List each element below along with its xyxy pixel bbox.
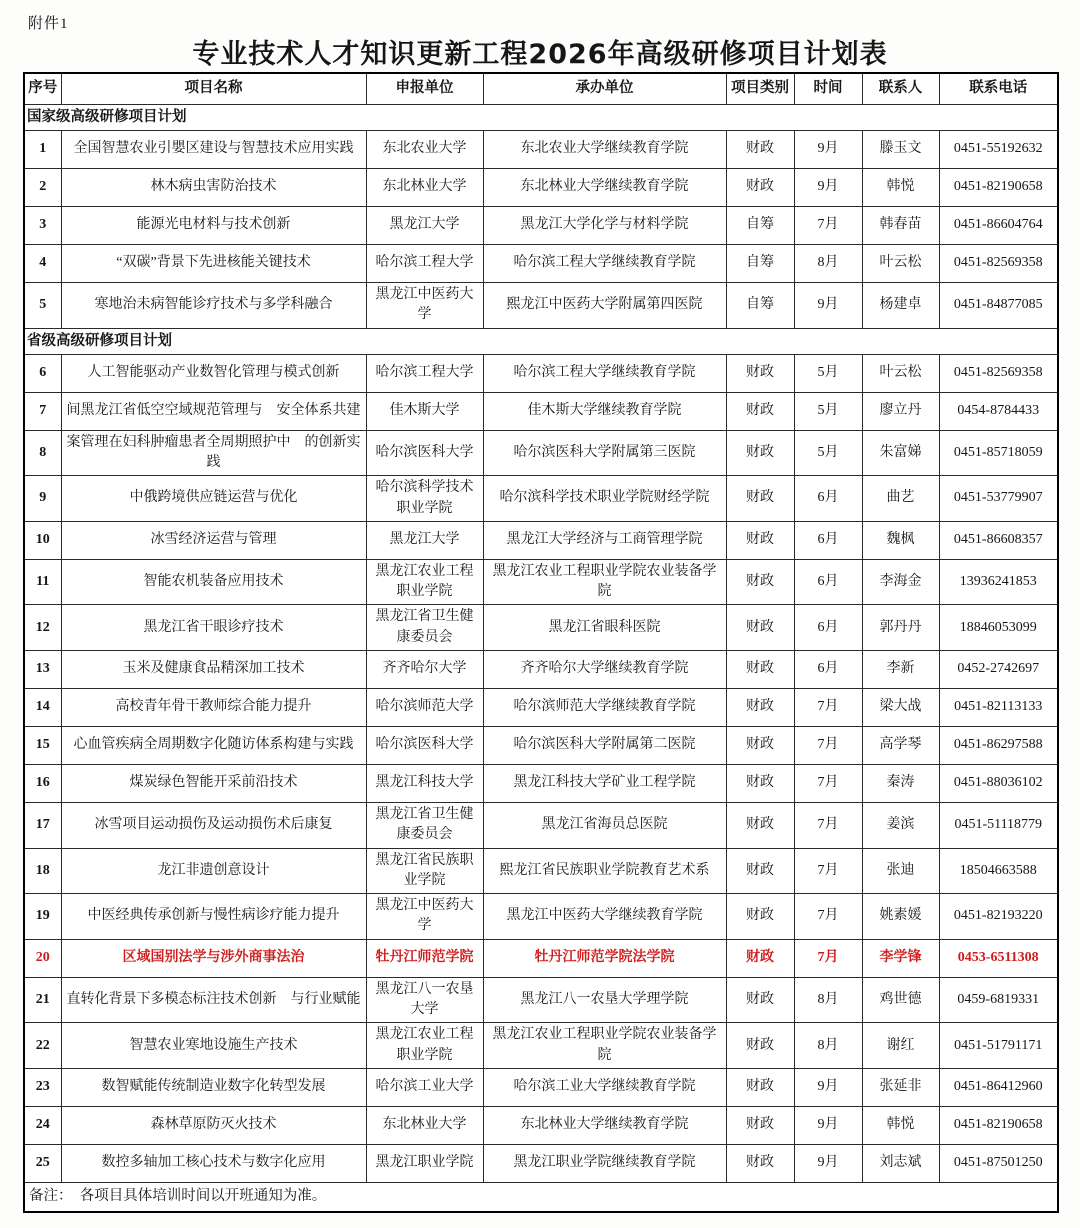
- cell-project-name: 全国智慧农业引嬰区建设与智慧技术应用实践: [61, 131, 366, 169]
- cell-applicant: 东北林业大学: [366, 1106, 483, 1144]
- cell-category: 自筹: [726, 207, 794, 245]
- cell-no: 12: [24, 605, 61, 651]
- cell-applicant: 哈尔滨工程大学: [366, 245, 483, 283]
- cell-project-name: 智能农机装备应用技术: [61, 559, 366, 605]
- cell-organizer: 黑龙江八一农垦大学理学院: [483, 977, 726, 1023]
- cell-no: 22: [24, 1023, 61, 1069]
- cell-no: 7: [24, 392, 61, 430]
- table-row: [24, 977, 1058, 1023]
- cell-contact: 李海金: [862, 559, 939, 605]
- header-row: [24, 73, 1058, 105]
- cell-time: 9月: [794, 1144, 862, 1182]
- cell-phone: 0451-53779907: [939, 476, 1058, 522]
- cell-organizer: 哈尔滨师范大学继续教育学院: [483, 689, 726, 727]
- cell-applicant: 黑龙江省民族职业学院: [366, 848, 483, 894]
- cell-phone: 0451-51791171: [939, 1023, 1058, 1069]
- cell-time: 5月: [794, 354, 862, 392]
- plan-table-body: [24, 105, 1058, 1183]
- cell-organizer: 黑龙江省海员总医院: [483, 803, 726, 849]
- cell-no: 13: [24, 651, 61, 689]
- cell-applicant: 黑龙江省卫生健康委员会: [366, 803, 483, 849]
- cell-organizer: 黑龙江职业学院继续教育学院: [483, 1144, 726, 1182]
- table-header: [24, 73, 1058, 105]
- cell-category: 财政: [726, 848, 794, 894]
- cell-organizer: 黑龙江大学化学与材料学院: [483, 207, 726, 245]
- cell-project-name: 数控多轴加工核心技术与数字化应用: [61, 1144, 366, 1182]
- cell-applicant: 哈尔滨工业大学: [366, 1068, 483, 1106]
- table-row: [24, 803, 1058, 849]
- page-title: 专业技术人才知识更新工程2026年高级研修项目计划表: [192, 39, 888, 70]
- cell-no: 21: [24, 977, 61, 1023]
- cell-phone: 0451-82113133: [939, 689, 1058, 727]
- cell-contact: 韩悦: [862, 1106, 939, 1144]
- cell-time: 9月: [794, 283, 862, 329]
- cell-no: 10: [24, 521, 61, 559]
- cell-applicant: 黑龙江八一农垦大学: [366, 977, 483, 1023]
- cell-no: 2: [24, 169, 61, 207]
- cell-category: 财政: [726, 131, 794, 169]
- cell-organizer: 佳木斯大学继续教育学院: [483, 392, 726, 430]
- cell-time: 8月: [794, 1023, 862, 1069]
- note-row: [24, 1182, 1058, 1212]
- cell-time: 7月: [794, 765, 862, 803]
- cell-contact: 张延非: [862, 1068, 939, 1106]
- cell-contact: 姜滨: [862, 803, 939, 849]
- cell-category: 财政: [726, 1144, 794, 1182]
- cell-project-name: 森林草原防灭火技术: [61, 1106, 366, 1144]
- cell-category: 财政: [726, 765, 794, 803]
- cell-contact: 李新: [862, 651, 939, 689]
- cell-project-name: 玉米及健康食品精深加工技术: [61, 651, 366, 689]
- cell-contact: 李学锋: [862, 939, 939, 977]
- cell-organizer: 东北林业大学继续教育学院: [483, 1106, 726, 1144]
- cell-project-name: 黑龙江省干眼诊疗技术: [61, 605, 366, 651]
- cell-project-name: 林木病虫害防治技术: [61, 169, 366, 207]
- cell-phone: 0459-6819331: [939, 977, 1058, 1023]
- cell-organizer: 东北林业大学继续教育学院: [483, 169, 726, 207]
- cell-time: 9月: [794, 1106, 862, 1144]
- cell-time: 7月: [794, 848, 862, 894]
- cell-no: 15: [24, 727, 61, 765]
- column-header-project-name: 项目名称: [61, 73, 366, 105]
- cell-no: 19: [24, 894, 61, 940]
- cell-phone: 0451-87501250: [939, 1144, 1058, 1182]
- column-header-organizer: 承办单位: [483, 73, 726, 105]
- cell-time: 7月: [794, 803, 862, 849]
- cell-project-name: 直转化背景下多模态标注技术创新 与行业赋能: [61, 977, 366, 1023]
- cell-organizer: 熙龙江中医药大学附属第四医院: [483, 283, 726, 329]
- cell-no: 17: [24, 803, 61, 849]
- cell-organizer: 哈尔滨医科大学附属第三医院: [483, 430, 726, 476]
- cell-project-name: 间黑龙江省低空空域规范管理与 安全体系共建: [61, 392, 366, 430]
- cell-time: 5月: [794, 392, 862, 430]
- column-header-time: 时间: [794, 73, 862, 105]
- cell-project-name: 中医经典传承创新与慢性病诊疗能力提升: [61, 894, 366, 940]
- section-row-1: [24, 328, 1058, 354]
- cell-project-name: 数智赋能传统制造业数字化转型发展: [61, 1068, 366, 1106]
- cell-project-name: 人工智能驱动产业数智化管理与模式创新: [61, 354, 366, 392]
- table-row: [24, 939, 1058, 977]
- cell-no: 5: [24, 283, 61, 329]
- cell-organizer: 哈尔滨科学技术职业学院财经学院: [483, 476, 726, 522]
- section-row-0: [24, 105, 1058, 131]
- cell-time: 6月: [794, 651, 862, 689]
- cell-time: 9月: [794, 131, 862, 169]
- cell-category: 财政: [726, 354, 794, 392]
- cell-time: 9月: [794, 169, 862, 207]
- cell-contact: 杨建卓: [862, 283, 939, 329]
- cell-phone: 0451-88036102: [939, 765, 1058, 803]
- cell-contact: 梁大战: [862, 689, 939, 727]
- cell-contact: 廖立丹: [862, 392, 939, 430]
- cell-project-name: 煤炭绿色智能开采前沿技术: [61, 765, 366, 803]
- cell-applicant: 哈尔滨工程大学: [366, 354, 483, 392]
- cell-applicant: 东北林业大学: [366, 169, 483, 207]
- cell-applicant: 黑龙江职业学院: [366, 1144, 483, 1182]
- cell-category: 自筹: [726, 283, 794, 329]
- cell-time: 6月: [794, 559, 862, 605]
- cell-time: 7月: [794, 894, 862, 940]
- cell-contact: 谢红: [862, 1023, 939, 1069]
- cell-phone: 0451-86604764: [939, 207, 1058, 245]
- cell-applicant: 哈尔滨医科大学: [366, 727, 483, 765]
- table-row: [24, 559, 1058, 605]
- cell-phone: 0451-82569358: [939, 354, 1058, 392]
- cell-applicant: 佳木斯大学: [366, 392, 483, 430]
- cell-phone: 0451-86412960: [939, 1068, 1058, 1106]
- cell-contact: 叶云松: [862, 245, 939, 283]
- table-row: [24, 1144, 1058, 1182]
- cell-organizer: 东北农业大学继续教育学院: [483, 131, 726, 169]
- cell-time: 6月: [794, 521, 862, 559]
- cell-phone: 0454-8784433: [939, 392, 1058, 430]
- cell-project-name: 区域国别法学与涉外商事法治: [61, 939, 366, 977]
- cell-contact: 魏枫: [862, 521, 939, 559]
- cell-applicant: 黑龙江省卫生健康委员会: [366, 605, 483, 651]
- cell-organizer: 黑龙江大学经济与工商管理学院: [483, 521, 726, 559]
- cell-contact: 韩春苗: [862, 207, 939, 245]
- cell-no: 18: [24, 848, 61, 894]
- cell-phone: 0452-2742697: [939, 651, 1058, 689]
- cell-no: 25: [24, 1144, 61, 1182]
- cell-category: 财政: [726, 169, 794, 207]
- cell-project-name: 案管理在妇科肿瘤患者全周期照护中 的创新实践: [61, 430, 366, 476]
- cell-phone: 18504663588: [939, 848, 1058, 894]
- cell-time: 8月: [794, 977, 862, 1023]
- cell-organizer: 哈尔滨医科大学附属第二医院: [483, 727, 726, 765]
- cell-contact: 滕玉文: [862, 131, 939, 169]
- cell-contact: 叶云松: [862, 354, 939, 392]
- cell-category: 财政: [726, 939, 794, 977]
- cell-organizer: 黑龙江中医药大学继续教育学院: [483, 894, 726, 940]
- cell-category: 财政: [726, 559, 794, 605]
- cell-applicant: 哈尔滨师范大学: [366, 689, 483, 727]
- cell-project-name: 心血管疾病全周期数字化随访体系构建与实践: [61, 727, 366, 765]
- column-header-contact: 联系人: [862, 73, 939, 105]
- cell-contact: 韩悦: [862, 169, 939, 207]
- column-header-applicant: 申报单位: [366, 73, 483, 105]
- cell-project-name: 寒地治未病智能诊疗技术与多学科融合: [61, 283, 366, 329]
- cell-organizer: 熙龙江省民族职业学院教育艺术系: [483, 848, 726, 894]
- table-row: [24, 605, 1058, 651]
- cell-contact: 郭丹丹: [862, 605, 939, 651]
- cell-applicant: 齐齐哈尔大学: [366, 651, 483, 689]
- cell-no: 16: [24, 765, 61, 803]
- cell-no: 9: [24, 476, 61, 522]
- cell-category: 财政: [726, 689, 794, 727]
- cell-time: 5月: [794, 430, 862, 476]
- table-row: [24, 1023, 1058, 1069]
- table-row: [24, 1106, 1058, 1144]
- cell-no: 11: [24, 559, 61, 605]
- cell-contact: 鸡世德: [862, 977, 939, 1023]
- table-row: [24, 476, 1058, 522]
- cell-phone: 18846053099: [939, 605, 1058, 651]
- cell-category: 自筹: [726, 245, 794, 283]
- cell-category: 财政: [726, 894, 794, 940]
- cell-time: 6月: [794, 476, 862, 522]
- cell-organizer: 黑龙江省眼科医院: [483, 605, 726, 651]
- cell-category: 财政: [726, 605, 794, 651]
- cell-phone: 0451-82190658: [939, 1106, 1058, 1144]
- column-header-phone: 联系电话: [939, 73, 1058, 105]
- cell-phone: 0451-55192632: [939, 131, 1058, 169]
- cell-phone: 0451-86297588: [939, 727, 1058, 765]
- cell-no: 14: [24, 689, 61, 727]
- cell-project-name: “双碳”背景下先进核能关键技术: [61, 245, 366, 283]
- cell-category: 财政: [726, 727, 794, 765]
- cell-time: 7月: [794, 207, 862, 245]
- cell-contact: 张迪: [862, 848, 939, 894]
- cell-project-name: 龙江非遗创意设计: [61, 848, 366, 894]
- cell-time: 7月: [794, 939, 862, 977]
- attachment-label: 附件1: [28, 16, 69, 32]
- cell-category: 财政: [726, 392, 794, 430]
- cell-no: 4: [24, 245, 61, 283]
- cell-phone: 0451-82193220: [939, 894, 1058, 940]
- cell-time: 9月: [794, 1068, 862, 1106]
- cell-category: 财政: [726, 476, 794, 522]
- cell-applicant: 哈尔滨科学技术职业学院: [366, 476, 483, 522]
- cell-applicant: 黑龙江大学: [366, 207, 483, 245]
- table-row: [24, 169, 1058, 207]
- cell-applicant: 黑龙江中医药大学: [366, 283, 483, 329]
- cell-contact: 姚素媛: [862, 894, 939, 940]
- project-plan-table: [23, 72, 1059, 1213]
- cell-organizer: 哈尔滨工业大学继续教育学院: [483, 1068, 726, 1106]
- cell-phone: 0451-84877085: [939, 283, 1058, 329]
- cell-category: 财政: [726, 1068, 794, 1106]
- cell-applicant: 黑龙江科技大学: [366, 765, 483, 803]
- cell-applicant: 东北农业大学: [366, 131, 483, 169]
- cell-project-name: 冰雪经济运营与管理: [61, 521, 366, 559]
- cell-project-name: 能源光电材料与技术创新: [61, 207, 366, 245]
- table-row: [24, 354, 1058, 392]
- cell-project-name: 中俄跨境供应链运营与优化: [61, 476, 366, 522]
- cell-contact: 高学琴: [862, 727, 939, 765]
- cell-applicant: 黑龙江大学: [366, 521, 483, 559]
- cell-category: 财政: [726, 977, 794, 1023]
- table-row: [24, 1068, 1058, 1106]
- cell-organizer: 黑龙江科技大学矿业工程学院: [483, 765, 726, 803]
- cell-category: 财政: [726, 1106, 794, 1144]
- cell-time: 8月: [794, 245, 862, 283]
- cell-time: 7月: [794, 727, 862, 765]
- table-row: [24, 689, 1058, 727]
- cell-no: 1: [24, 131, 61, 169]
- cell-category: 财政: [726, 521, 794, 559]
- cell-no: 23: [24, 1068, 61, 1106]
- cell-organizer: 哈尔滨工程大学继续教育学院: [483, 245, 726, 283]
- section-title: 省级高级研修项目计划: [24, 328, 1058, 354]
- cell-organizer: 黑龙江农业工程职业学院农业装备学院: [483, 1023, 726, 1069]
- cell-time: 6月: [794, 605, 862, 651]
- cell-contact: 秦涛: [862, 765, 939, 803]
- cell-no: 20: [24, 939, 61, 977]
- cell-project-name: 冰雪项目运动损伤及运动损伤术后康复: [61, 803, 366, 849]
- cell-phone: 0451-82190658: [939, 169, 1058, 207]
- table-row: [24, 651, 1058, 689]
- table-row: [24, 765, 1058, 803]
- cell-applicant: 牡丹江师范学院: [366, 939, 483, 977]
- column-header-category: 项目类别: [726, 73, 794, 105]
- cell-contact: 朱富娣: [862, 430, 939, 476]
- cell-category: 财政: [726, 651, 794, 689]
- cell-category: 财政: [726, 430, 794, 476]
- note-text: 备注： 各项目具体培训时间以开班通知为准。: [24, 1182, 1058, 1212]
- table-row: [24, 392, 1058, 430]
- table-row: [24, 245, 1058, 283]
- cell-organizer: 齐齐哈尔大学继续教育学院: [483, 651, 726, 689]
- cell-phone: 0451-51118779: [939, 803, 1058, 849]
- table-row: [24, 727, 1058, 765]
- cell-no: 24: [24, 1106, 61, 1144]
- table-row: [24, 894, 1058, 940]
- cell-category: 财政: [726, 803, 794, 849]
- cell-organizer: 牡丹江师范学院法学院: [483, 939, 726, 977]
- cell-phone: 0451-82569358: [939, 245, 1058, 283]
- cell-organizer: 黑龙江农业工程职业学院农业装备学院: [483, 559, 726, 605]
- cell-phone: 0451-86608357: [939, 521, 1058, 559]
- cell-no: 8: [24, 430, 61, 476]
- cell-contact: 曲艺: [862, 476, 939, 522]
- table-row: [24, 430, 1058, 476]
- cell-no: 3: [24, 207, 61, 245]
- cell-no: 6: [24, 354, 61, 392]
- table-row: [24, 521, 1058, 559]
- cell-project-name: 高校青年骨干教师综合能力提升: [61, 689, 366, 727]
- table-row: [24, 848, 1058, 894]
- column-header-no: 序号: [24, 73, 61, 105]
- section-title: 国家级高级研修项目计划: [24, 105, 1058, 131]
- cell-applicant: 黑龙江农业工程职业学院: [366, 559, 483, 605]
- cell-category: 财政: [726, 1023, 794, 1069]
- table-footer: [24, 1182, 1058, 1212]
- table-row: [24, 207, 1058, 245]
- cell-phone: 13936241853: [939, 559, 1058, 605]
- table-row: [24, 131, 1058, 169]
- cell-phone: 0451-85718059: [939, 430, 1058, 476]
- cell-organizer: 哈尔滨工程大学继续教育学院: [483, 354, 726, 392]
- cell-project-name: 智慧农业寒地设施生产技术: [61, 1023, 366, 1069]
- cell-applicant: 黑龙江农业工程职业学院: [366, 1023, 483, 1069]
- cell-applicant: 黑龙江中医药大学: [366, 894, 483, 940]
- cell-phone: 0453-6511308: [939, 939, 1058, 977]
- cell-contact: 刘志斌: [862, 1144, 939, 1182]
- cell-applicant: 哈尔滨医科大学: [366, 430, 483, 476]
- table-row: [24, 283, 1058, 329]
- cell-time: 7月: [794, 689, 862, 727]
